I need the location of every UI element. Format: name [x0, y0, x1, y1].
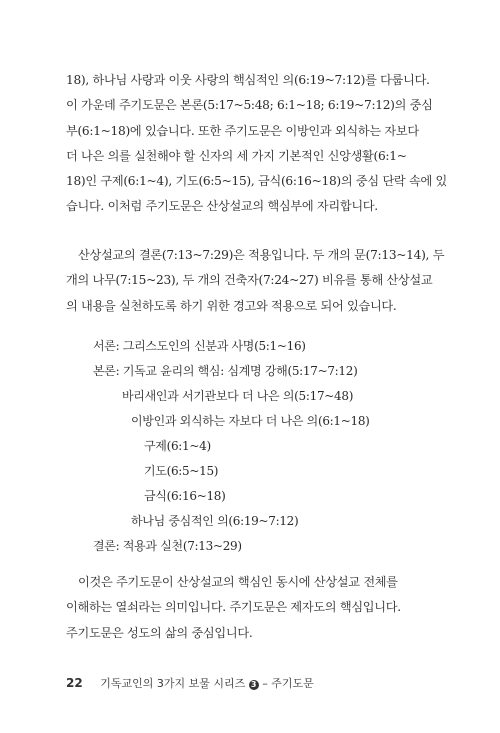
text-line: 이해하는 열쇠라는 의미입니다. 주기도문은 제자도의 핵심입니다.: [66, 600, 401, 615]
page-footer: [66, 675, 314, 691]
text-line: 주기도문은 성도의 삶의 중심입니다.: [66, 625, 253, 640]
page-number: 22: [66, 676, 83, 690]
text-line: 부(6:1~18)에 있습니다. 또한 주기도문은 이방인과 외식하는 자보다: [66, 123, 419, 138]
outline-god-centered-righteousness: 하나님 중심적인 의(6:19~7:12): [131, 514, 299, 528]
outline-pharisee-righteousness: 바리새인과 서기관보다 더 나은 의(5:17~48): [122, 389, 354, 403]
outline-fasting: 금식(6:16~18): [144, 489, 226, 503]
text-line: 18)인 구제(6:1~4), 기도(6:5~15), 금식(6:16~18)의 중심 단락 속에 있: [66, 174, 447, 189]
paragraph-3: [66, 570, 412, 646]
text-line: 이 가운데 주기도문은 본론(5:17~5:48; 6:1~18; 6:19~7:12)의 중심: [66, 98, 433, 113]
text-line: 개의 나무(7:15~23), 두 개의 건축자(7:24~27) 비유를 통해 산상설교: [66, 273, 433, 288]
paragraph-2: [66, 243, 445, 319]
text-line: 산상설교의 결론(7:13~7:29)은 적용입니다. 두 개의 문(7:13~14), 두: [78, 248, 445, 262]
text-line: 이것은 주기도문이 산상설교의 핵심인 동시에 산상설교 전체를: [78, 575, 398, 589]
outline-almsgiving: 구제(6:1~4): [144, 439, 211, 453]
series-title: 기독교인의 3가지 보물 시리즈: [100, 677, 246, 690]
text-line: 더 나은 의를 실천해야 할 신자의 세 가지 기본적인 신앙생활(6:1~: [66, 148, 407, 163]
outline-main-body: 본론: 기독교 윤리의 핵심: 심계명 강해(5:17~7:12): [93, 364, 358, 378]
series-subtitle: – 주기도문: [262, 677, 314, 690]
outline-conclusion: 결론: 적용과 실천(7:13~29): [93, 539, 242, 553]
paragraph-1: [66, 68, 447, 220]
text-line: 18), 하나님 사랑과 이웃 사랑의 핵심적인 의(6:19~7:12)를 다룹니다.: [66, 73, 430, 87]
series-number-badge: 3: [249, 680, 259, 690]
outline-gentile-righteousness: 이방인과 외식하는 자보다 더 나은 의(6:1~18): [131, 414, 370, 428]
outline-prayer: 기도(6:5~15): [144, 464, 219, 478]
text-line: 습니다. 이처럼 주기도문은 산상설교의 핵심부에 자리합니다.: [66, 199, 378, 214]
outline-intro: 서론: 그리스도인의 신분과 사명(5:1~16): [93, 339, 306, 353]
text-line: 의 내용을 실천하도록 하기 위한 경고와 적용으로 되어 있습니다.: [66, 298, 397, 313]
